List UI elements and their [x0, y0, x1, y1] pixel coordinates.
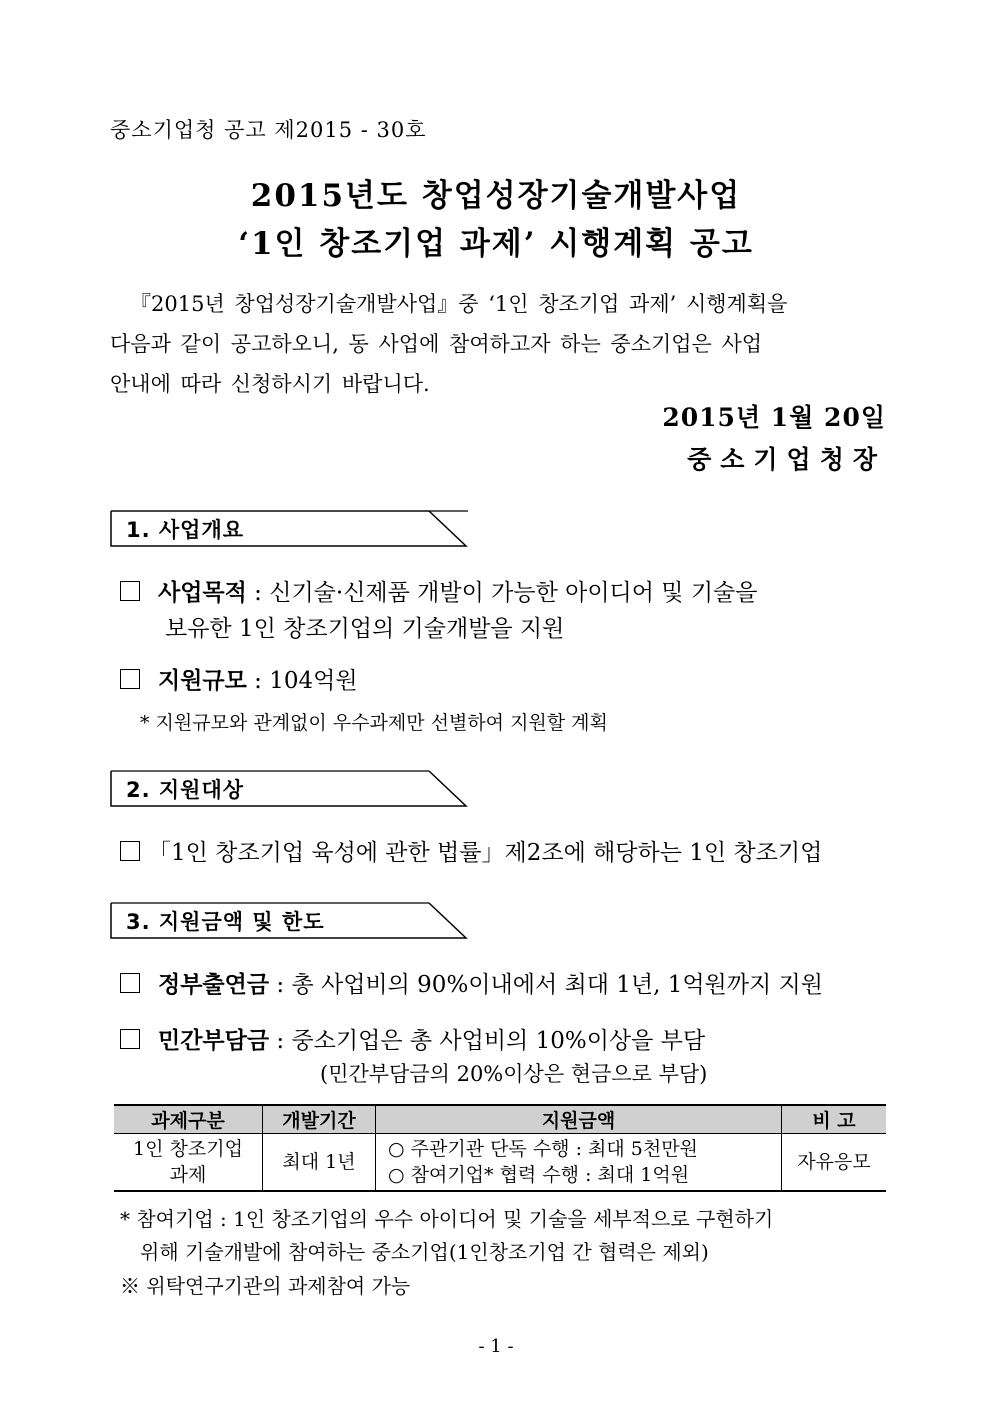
- section-2-title: 2. 지원대상: [126, 778, 245, 802]
- header-amount: 지원금액: [376, 1105, 782, 1134]
- header-period: 개발기간: [263, 1105, 376, 1134]
- private-fund-label: 민간부담금: [158, 1027, 270, 1054]
- purpose-text-continued: 보유한 1인 창조기업의 기술개발을 지원: [165, 616, 565, 642]
- notice-number: 중소기업청 공고 제2015 - 30호: [110, 118, 427, 142]
- checkbox-square-icon: [120, 973, 140, 993]
- intro-paragraph: [110, 284, 886, 404]
- section-3-heading: [110, 902, 466, 938]
- private-fund-text: : 중소기업은 총 사업비의 10%이상을 부담: [269, 1028, 706, 1054]
- scale-item: [120, 662, 358, 695]
- title-line-1: 2015년도 창업성장기술개발사업: [250, 178, 742, 214]
- cell-category-line-2: 과제: [169, 1164, 207, 1186]
- purpose-item: [120, 574, 757, 607]
- checkbox-square-icon: [120, 1029, 140, 1049]
- target-item: [120, 834, 822, 867]
- cell-amount-line-2: ○ 참여기업* 협력 수행 : 최대 1억원: [388, 1164, 690, 1186]
- purpose-label: 사업목적: [158, 579, 247, 606]
- target-text: 「1인 창조기업 육성에 관한 법률」제2조에 해당하는 1인 창조기업: [148, 840, 823, 866]
- private-fund-subnote: (민간부담금의 20%이상은 현금으로 부담): [320, 1062, 708, 1086]
- announcement-date: 2015년 1월 20일: [662, 403, 886, 432]
- intro-line-3: 안내에 따라 신청하시기 바랍니다.: [110, 372, 430, 396]
- cell-amount: [376, 1134, 782, 1192]
- cell-period: 최대 1년: [263, 1134, 376, 1192]
- table-row: [114, 1134, 886, 1192]
- scale-text: : 104억원: [246, 668, 358, 694]
- header-remark: 비 고: [782, 1105, 887, 1134]
- intro-line-2: 다음과 같이 공고하오니, 동 사업에 참여하고자 하는 중소기업은 사업: [110, 332, 763, 356]
- section-2-heading: [110, 770, 466, 806]
- section-3-title: 3. 지원금액 및 한도: [126, 910, 325, 934]
- intro-line-1: 『2015년 창업성장기술개발사업』중 ‘1인 창조기업 과제’ 시행계획을: [130, 292, 788, 316]
- table-header-row: [114, 1105, 886, 1134]
- gov-fund-item: [120, 966, 823, 999]
- title-line-2: ‘1인 창조기업 과제’ 시행계획 공고: [238, 226, 754, 262]
- header-category: 과제구분: [114, 1105, 263, 1134]
- checkbox-square-icon: [120, 581, 140, 601]
- footnote-line-2: 위해 기술개발에 참여하는 중소기업(1인창조기업 간 협력은 제외): [140, 1240, 709, 1264]
- private-fund-item: [120, 1022, 705, 1055]
- cell-amount-line-1: ○ 주관기관 단독 수행 : 최대 5천만원: [388, 1138, 698, 1160]
- cell-remark: 자유응모: [782, 1134, 887, 1192]
- footnote-line-3: ※ 위탁연구기관의 과제참여 가능: [120, 1274, 411, 1298]
- gov-fund-text: : 총 사업비의 90%이내에서 최대 1년, 1억원까지 지원: [269, 972, 823, 998]
- checkbox-square-icon: [120, 669, 140, 689]
- issuer: 중소기업청장: [687, 445, 886, 474]
- support-table: [114, 1104, 886, 1192]
- cell-category: [114, 1134, 263, 1192]
- section-1-heading: [110, 510, 466, 546]
- section-1-title: 1. 사업개요: [126, 518, 245, 542]
- footnote-line-1: * 참여기업 : 1인 창조기업의 우수 아이디어 및 기술을 세부적으로 구현하기: [120, 1207, 774, 1231]
- scale-label: 지원규모: [158, 667, 247, 694]
- purpose-text: : 신기술·신제품 개발이 가능한 아이디어 및 기술을: [246, 580, 758, 606]
- gov-fund-label: 정부출연금: [158, 971, 270, 998]
- scale-note: * 지원규모와 관계없이 우수과제만 선별하여 지원할 계획: [140, 712, 608, 734]
- page-number: - 1 -: [478, 1336, 514, 1357]
- cell-category-line-1: 1인 창조기업: [133, 1138, 243, 1160]
- checkbox-square-icon: [120, 841, 140, 861]
